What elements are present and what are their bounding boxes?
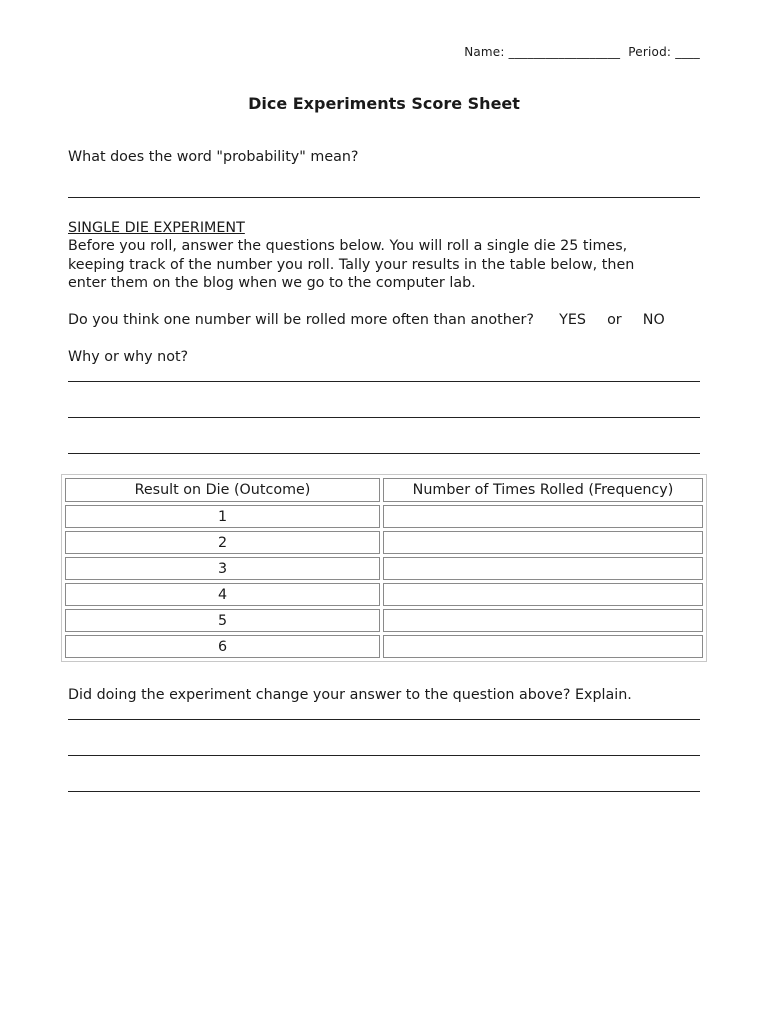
period-label: Period: (628, 45, 672, 59)
frequency-cell[interactable] (383, 635, 703, 658)
answer-line[interactable] (68, 791, 700, 792)
probability-question: What does the word "probability" mean? (68, 149, 359, 165)
outcome-cell: 6 (65, 635, 380, 658)
table-row (65, 635, 703, 658)
answer-line[interactable] (68, 719, 700, 720)
frequency-table (61, 474, 707, 662)
section-heading: SINGLE DIE EXPERIMENT (68, 220, 245, 236)
more-often-question-row (68, 311, 665, 330)
name-blank[interactable]: __________________ (508, 45, 621, 59)
answer-line[interactable] (68, 755, 700, 756)
table-row (65, 557, 703, 580)
answer-line[interactable] (68, 453, 700, 454)
table-header-row (65, 478, 703, 502)
table-row (65, 609, 703, 632)
frequency-cell[interactable] (383, 609, 703, 632)
name-period-line (464, 45, 700, 59)
outcome-cell: 5 (65, 609, 380, 632)
frequency-cell[interactable] (383, 583, 703, 606)
intro-line: keeping track of the number you roll. Tally your results in the table below, then (68, 256, 635, 273)
outcome-cell: 2 (65, 531, 380, 554)
yes-option[interactable]: YES (559, 312, 586, 328)
frequency-column-header: Number of Times Rolled (Frequency) (383, 478, 703, 502)
frequency-cell[interactable] (383, 531, 703, 554)
answer-line[interactable] (68, 417, 700, 418)
intro-line: Before you roll, answer the questions below. You will roll a single die 25 times, (68, 238, 628, 254)
answer-line[interactable] (68, 197, 700, 198)
outcome-cell: 1 (65, 505, 380, 528)
page-title: Dice Experiments Score Sheet (248, 94, 520, 113)
outcome-column-header: Result on Die (Outcome) (65, 478, 380, 502)
period-blank[interactable]: ____ (675, 45, 700, 59)
answer-line[interactable] (68, 381, 700, 382)
change-question: Did doing the experiment change your answer to the question above? Explain. (68, 687, 632, 703)
table-row (65, 531, 703, 554)
outcome-cell: 3 (65, 557, 380, 580)
why-question: Why or why not? (68, 349, 189, 365)
or-text: or (607, 312, 622, 328)
more-often-question: Do you think one number will be rolled more often than another? (68, 312, 535, 328)
table-row (65, 583, 703, 606)
frequency-cell[interactable] (383, 557, 703, 580)
name-label: Name: (464, 45, 505, 59)
table-row (65, 505, 703, 528)
intro-line: enter them on the blog when we go to the computer lab. (68, 275, 476, 291)
outcome-cell: 4 (65, 583, 380, 606)
frequency-cell[interactable] (383, 505, 703, 528)
no-option[interactable]: NO (642, 312, 665, 328)
